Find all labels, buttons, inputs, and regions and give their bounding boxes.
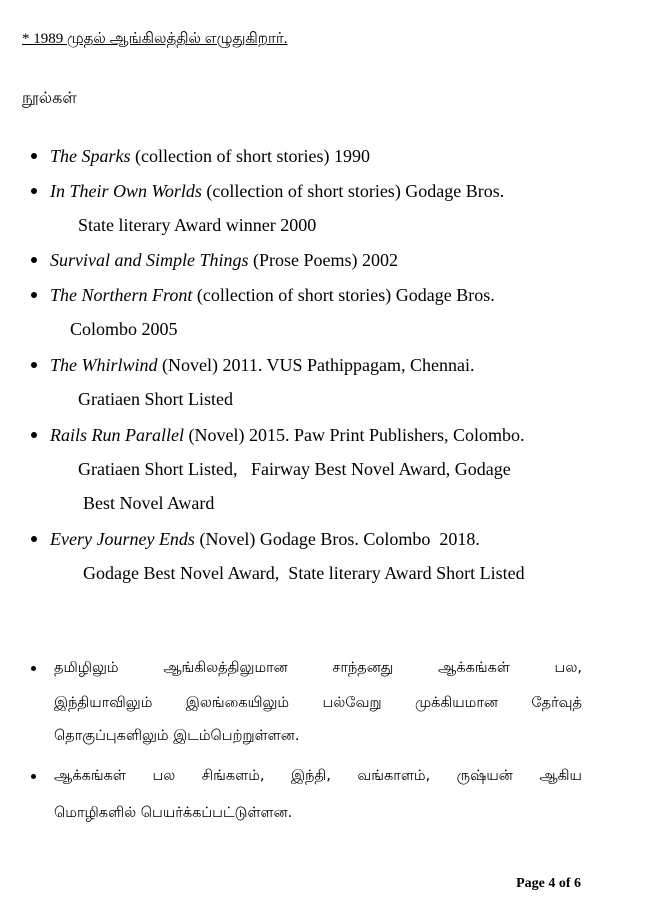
bullet-icon [31, 153, 37, 159]
book-title: In Their Own Worlds [50, 181, 202, 201]
section-title: நூல்கள் [22, 88, 77, 107]
book-details: (Novel) 2015. Paw Print Publishers, Colombo. [184, 425, 525, 445]
tamil-line: தொகுப்புகளிலும் இடம்பெற்றுள்ளன. [54, 728, 300, 744]
book-title: Rails Run Parallel [50, 425, 184, 445]
page-label: Page [516, 876, 549, 891]
book-continuation: Godage Best Novel Award, State literary Award Short Listed [83, 563, 525, 583]
book-continuation: State literary Award winner 2000 [78, 215, 317, 235]
book-details: (collection of short stories) 1990 [130, 146, 370, 166]
page-current: 4 [548, 876, 556, 891]
page-of: of [555, 876, 574, 891]
book-continuation: Gratiaen Short Listed [78, 389, 233, 409]
book-title: The Sparks [50, 146, 131, 166]
book-entry [50, 354, 474, 376]
book-entry [50, 145, 370, 167]
page-number [516, 876, 581, 892]
book-continuation: Colombo 2005 [70, 319, 178, 339]
book-title: The Northern Front [50, 285, 193, 305]
bullet-icon [31, 666, 36, 671]
book-details: (Novel) 2011. VUS Pathippagam, Chennai. [157, 355, 475, 375]
book-title: Every Journey Ends [50, 529, 195, 549]
bullet-icon [31, 362, 37, 368]
tamil-line: தமிழிலும் ஆங்கிலத்திலுமான சாந்தனது ஆக்கங்கள் பல, [54, 660, 582, 676]
book-entry [50, 284, 495, 306]
book-details: (collection of short stories) Godage Bros. [201, 181, 505, 201]
tamil-line: மொழிகளில் பெயர்க்கப்பட்டுள்ளன. [54, 805, 293, 821]
bullet-icon [31, 257, 37, 263]
tamil-line: ஆக்கங்கள் பல சிங்களம், இந்தி, வங்காளம், ருஷ்யன் ஆகிய [54, 768, 582, 784]
book-title: The Whirlwind [50, 355, 158, 375]
book-entry [50, 180, 504, 202]
book-continuation: Best Novel Award [83, 493, 215, 513]
book-entry [50, 424, 525, 446]
bullet-icon [31, 432, 37, 438]
book-details: (Novel) Godage Bros. Colombo 2018. [194, 529, 480, 549]
book-title: Survival and Simple Things [50, 250, 249, 270]
bullet-icon [31, 536, 37, 542]
book-entry [50, 528, 480, 550]
book-continuation: Gratiaen Short Listed, Fairway Best Novel Award, Godage [78, 459, 511, 479]
tamil-line: இந்தியாவிலும் இலங்கையிலும் பல்வேறு முக்கியமான தேர்வுத் [54, 695, 582, 711]
header-note: * 1989 முதல் ஆங்கிலத்தில் எழுதுகிறார். [22, 31, 288, 47]
book-details: (collection of short stories) Godage Bros. [192, 285, 495, 305]
bullet-icon [31, 292, 37, 298]
book-entry [50, 249, 398, 271]
bullet-icon [31, 188, 37, 194]
page-total: 6 [574, 876, 581, 891]
book-details: (Prose Poems) 2002 [248, 250, 398, 270]
bullet-icon [31, 774, 36, 779]
